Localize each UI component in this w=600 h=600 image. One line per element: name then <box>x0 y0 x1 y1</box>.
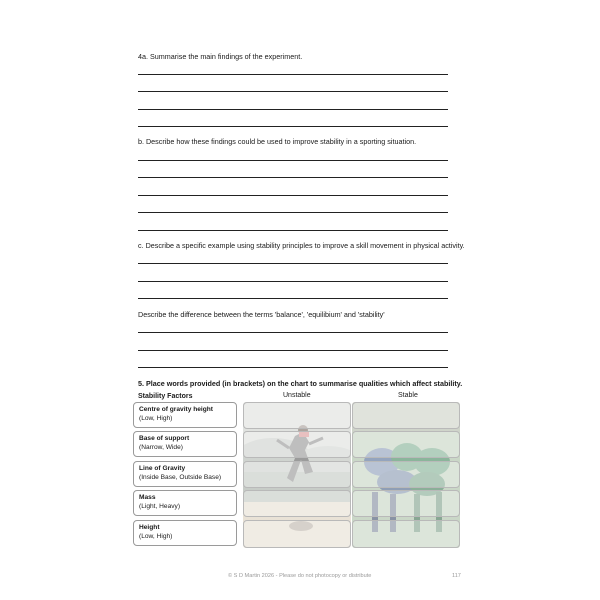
factor-name: Height <box>139 524 160 531</box>
answer-line[interactable] <box>138 74 448 75</box>
factor-centre-of-gravity <box>133 402 237 428</box>
answer-line[interactable] <box>138 263 448 264</box>
unstable-cell-3[interactable] <box>243 461 351 488</box>
unstable-cell-2[interactable] <box>243 431 351 458</box>
question-5: 5. Place words provided (in brackets) on the chart to summarise qualities which affect stability. <box>138 379 463 388</box>
factor-line-of-gravity <box>133 461 237 487</box>
stable-column-header: Stable <box>398 392 418 399</box>
unstable-column-header: Unstable <box>283 392 311 399</box>
stability-factors-header: Stability Factors <box>138 393 193 400</box>
answer-line[interactable] <box>138 350 448 351</box>
answer-line[interactable] <box>138 212 448 213</box>
factor-mass <box>133 490 237 516</box>
answer-line[interactable] <box>138 298 448 299</box>
factor-name: Line of Gravity <box>139 465 186 472</box>
answer-line[interactable] <box>138 160 448 161</box>
factor-options: (Inside Base, Outside Base) <box>139 474 222 481</box>
question-d: Describe the difference between the terms 'balance', 'equilibium' and 'stability' <box>138 310 385 319</box>
answer-line[interactable] <box>138 332 448 333</box>
stable-cell-5[interactable] <box>352 520 460 548</box>
answer-line[interactable] <box>138 126 448 127</box>
unstable-cell-5[interactable] <box>243 520 351 548</box>
answer-line[interactable] <box>138 195 448 196</box>
answer-line[interactable] <box>138 177 448 178</box>
page-number: 117 <box>452 573 461 579</box>
factor-height <box>133 520 237 546</box>
unstable-cell-1[interactable] <box>243 402 351 429</box>
answer-line[interactable] <box>138 230 448 231</box>
question-c: c. Describe a specific example using stability principles to improve a skill movement in physical activity. <box>138 241 465 250</box>
copyright-footer: © S D Martin 2026 - Please do not photocopy or distribute <box>228 573 372 579</box>
answer-line[interactable] <box>138 91 448 92</box>
factor-name: Centre of gravity height <box>139 406 214 413</box>
question-b: b. Describe how these findings could be used to improve stability in a sporting situation. <box>138 137 417 146</box>
answer-line[interactable] <box>138 109 448 110</box>
factor-name: Mass <box>139 494 156 501</box>
factor-name: Base of support <box>139 435 190 442</box>
factor-options: (Low, High) <box>139 533 173 540</box>
factor-base-of-support <box>133 431 237 457</box>
unstable-cell-4[interactable] <box>243 490 351 517</box>
stable-cell-2[interactable] <box>352 431 460 458</box>
stable-cell-1[interactable] <box>352 402 460 429</box>
factor-options: (Narrow, Wide) <box>139 444 183 451</box>
stable-cell-3[interactable] <box>352 461 460 488</box>
stable-cell-4[interactable] <box>352 490 460 517</box>
answer-line[interactable] <box>138 281 448 282</box>
answer-line[interactable] <box>138 367 448 368</box>
question-4a: 4a. Summarise the main findings of the experiment. <box>138 52 303 61</box>
factor-options: (Light, Heavy) <box>139 503 181 510</box>
factor-options: (Low, High) <box>139 415 173 422</box>
